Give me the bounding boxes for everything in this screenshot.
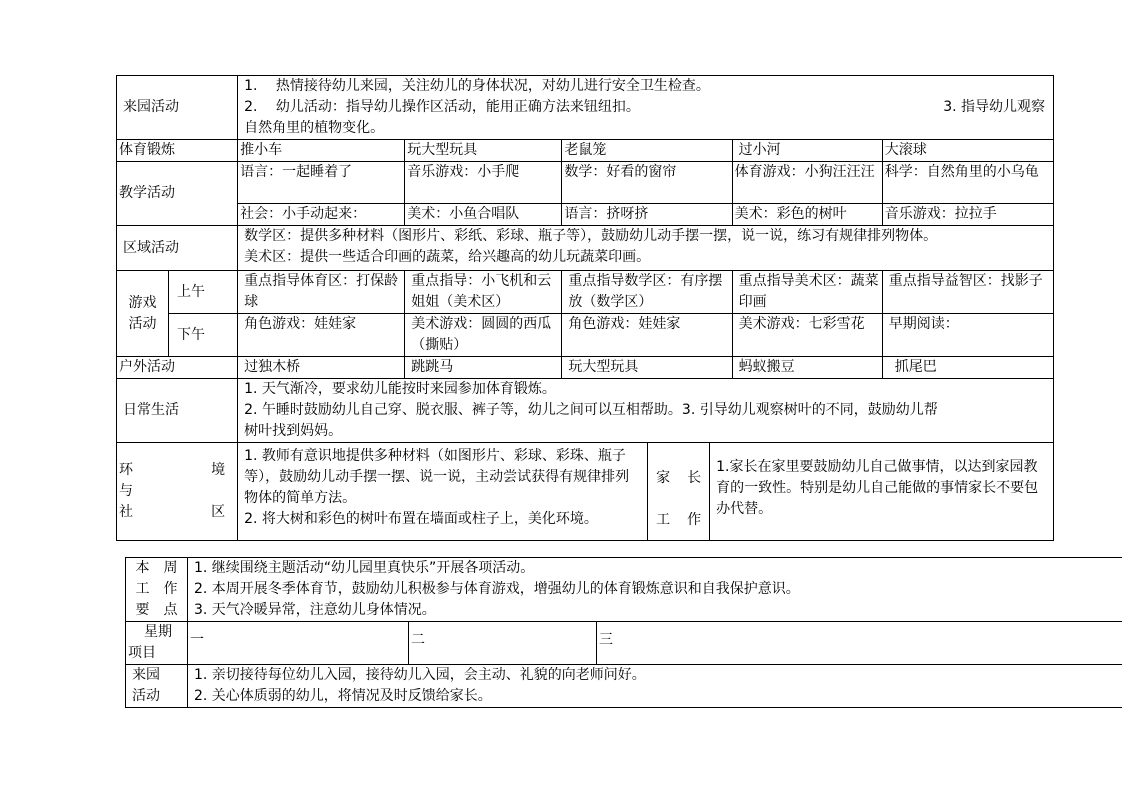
game-pm-label: 下午 bbox=[169, 314, 238, 357]
outdoor-item: 过独木桥 bbox=[238, 357, 405, 379]
teaching-cell: 美术：彩色的树叶 bbox=[732, 204, 882, 226]
header-corner bbox=[126, 622, 188, 665]
daily-line-2: 2. 午睡时鼓励幼儿自己穿、脱衣服、裤子等，幼儿之间可以互相帮助。3. 引导幼儿观察树叶的不同，鼓励幼儿帮 bbox=[244, 402, 938, 418]
game-label: 游戏活动 bbox=[117, 271, 169, 357]
outdoor-item: 跳跳马 bbox=[405, 357, 562, 379]
focus-line-3: 3. 天气冷暖异常，注意幼儿身体情况。 bbox=[194, 602, 436, 618]
outdoor-item: 抓尾巴 bbox=[882, 357, 1053, 379]
teaching-label: 教学活动 bbox=[117, 162, 238, 226]
outdoor-label: 户外活动 bbox=[117, 357, 238, 379]
teaching-cell: 音乐游戏：小手爬 bbox=[405, 162, 562, 204]
header-weekday: 星期 bbox=[144, 624, 172, 640]
game-pm-cell: 美术游戏：七彩雪花 bbox=[732, 314, 882, 357]
game-am-cell: 重点指导益智区：找影子 bbox=[882, 271, 1053, 314]
env-label-row-1: 环 境 bbox=[119, 462, 226, 478]
focus-line-2: 2. 本周开展冬季体育节，鼓励幼儿积极参与体育游戏，增强幼儿的体育锻炼意识和自我保护意识。 bbox=[194, 581, 800, 597]
teaching-cell: 体育游戏：小狗汪汪汪 bbox=[732, 162, 882, 204]
teaching-cell: 音乐游戏：拉拉手 bbox=[882, 204, 1053, 226]
teaching-cell: 美术：小鱼合唱队 bbox=[405, 204, 562, 226]
game-pm-cell: 角色游戏：娃娃家 bbox=[562, 314, 732, 357]
arrival-label: 来园活动 bbox=[117, 76, 238, 140]
teaching-cell: 数学：好看的窗帘 bbox=[562, 162, 732, 204]
daily-line-1: 1. 天气渐冷，要求幼儿能按时来园参加体育锻炼。 bbox=[244, 381, 556, 397]
arrival-content bbox=[238, 76, 1054, 140]
game-pm-cell: 美术游戏：圆圆的西瓜（撕贴） bbox=[405, 314, 562, 357]
arrival2-content bbox=[188, 665, 1122, 708]
env-text-1: 1. 教师有意识地提供多种材料（如图形片、彩球、彩珠、瓶子等），鼓励幼儿动手摆一摆、说一说，主动尝试获得有规律排列物体的简单方法。 bbox=[244, 448, 630, 506]
outdoor-item: 蚂蚁搬豆 bbox=[732, 357, 882, 379]
arrival2-label: 来园 活动 bbox=[126, 665, 188, 708]
outdoor-item: 玩大型玩具 bbox=[562, 357, 732, 379]
pe-item: 过小河 bbox=[732, 140, 882, 162]
weekly-plan-table bbox=[116, 75, 1054, 541]
daily-label: 日常生活 bbox=[117, 379, 238, 443]
game-am-cell: 重点指导美术区：蔬菜印画 bbox=[732, 271, 882, 314]
game-am-cell: 重点指导体育区：打保龄球 bbox=[238, 271, 405, 314]
teaching-cell: 语言：挤呀挤 bbox=[562, 204, 732, 226]
header-day: 三 bbox=[597, 622, 1122, 665]
env-content-wrapper bbox=[238, 443, 1054, 541]
pe-item: 玩大型玩具 bbox=[405, 140, 562, 162]
daily-line-3: 树叶找到妈妈。 bbox=[244, 423, 343, 439]
focus-line-1: 1. 继续围绕主题活动“幼儿园里真快乐”开展各项活动。 bbox=[194, 560, 535, 576]
teaching-cell: 科学：自然角里的小乌龟 bbox=[882, 162, 1053, 204]
area-line-1: 数学区：提供多种材料（图形片、彩纸、彩球、瓶子等），鼓励幼儿动手摆一摆，说一说，练习有规律排列物体。 bbox=[244, 228, 938, 244]
weekly-plan-table-2 bbox=[125, 557, 1122, 708]
pe-item: 老鼠笼 bbox=[562, 140, 732, 162]
env-content bbox=[238, 443, 648, 540]
area-label: 区域活动 bbox=[117, 226, 238, 271]
game-pm-cell: 早期阅读： bbox=[882, 314, 1053, 357]
env-label-row-2: 与 bbox=[119, 483, 133, 499]
game-am-cell: 重点指导数学区：有序摆放（数学区） bbox=[562, 271, 732, 314]
arrival-line-2-right: 3. 指导幼儿观察 bbox=[943, 99, 1045, 115]
daily-content bbox=[238, 379, 1054, 443]
game-am-label: 上午 bbox=[169, 271, 238, 314]
parent-label-row-2: 工 作 bbox=[656, 512, 702, 528]
header-day: 一 bbox=[188, 622, 409, 665]
parent-label bbox=[648, 443, 710, 540]
teaching-cell: 语言：一起睡着了 bbox=[238, 162, 405, 204]
env-text-2: 2. 将大树和彩色的树叶布置在墙面或柱子上，美化环境。 bbox=[244, 511, 598, 527]
arrival-line-2-text: 2. 幼儿活动：指导幼儿操作区活动，能用正确方法来钮纽扣。 bbox=[244, 99, 640, 115]
env-label bbox=[117, 443, 238, 541]
arrival-line-3: 自然角里的植物变化。 bbox=[244, 120, 385, 136]
area-line-2: 美术区：提供一些适合印画的蔬菜，给兴趣高的幼儿玩蔬菜印画。 bbox=[244, 249, 651, 265]
pe-item: 推小车 bbox=[238, 140, 405, 162]
arrival2-line-2: 2. 关心体质弱的幼儿，将情况及时反馈给家长。 bbox=[194, 688, 492, 704]
parent-content: 1.家长在家里要鼓励幼儿自己做事情，以达到家园教育的一致性。特别是幼儿自己能做的事情家长不要包办代替。 bbox=[716, 459, 1039, 517]
focus-label: 本 周 工 作 要 点 bbox=[126, 558, 188, 622]
header-day: 二 bbox=[409, 622, 597, 665]
pe-label: 体育锻炼 bbox=[117, 140, 238, 162]
teaching-cell: 社会：小手动起来： bbox=[238, 204, 405, 226]
arrival2-line-1: 1. 亲切接待每位幼儿入园，接待幼儿入园，会主动、礼貌的向老师问好。 bbox=[194, 667, 646, 683]
env-label-row-3: 社 区 bbox=[119, 504, 226, 520]
parent-label-row-1: 家 长 bbox=[656, 470, 702, 486]
area-content bbox=[238, 226, 1054, 271]
arrival-line-2 bbox=[244, 97, 1051, 118]
game-am-cell: 重点指导：小飞机和云姐姐（美术区） bbox=[405, 271, 562, 314]
focus-content bbox=[188, 558, 1122, 622]
header-item: 项目 bbox=[128, 645, 156, 661]
arrival-line-1: 1. 热情接待幼儿来园，关注幼儿的身体状况，对幼儿进行安全卫生检查。 bbox=[244, 78, 710, 94]
pe-item: 大滚球 bbox=[882, 140, 1053, 162]
game-pm-cell: 角色游戏：娃娃家 bbox=[238, 314, 405, 357]
